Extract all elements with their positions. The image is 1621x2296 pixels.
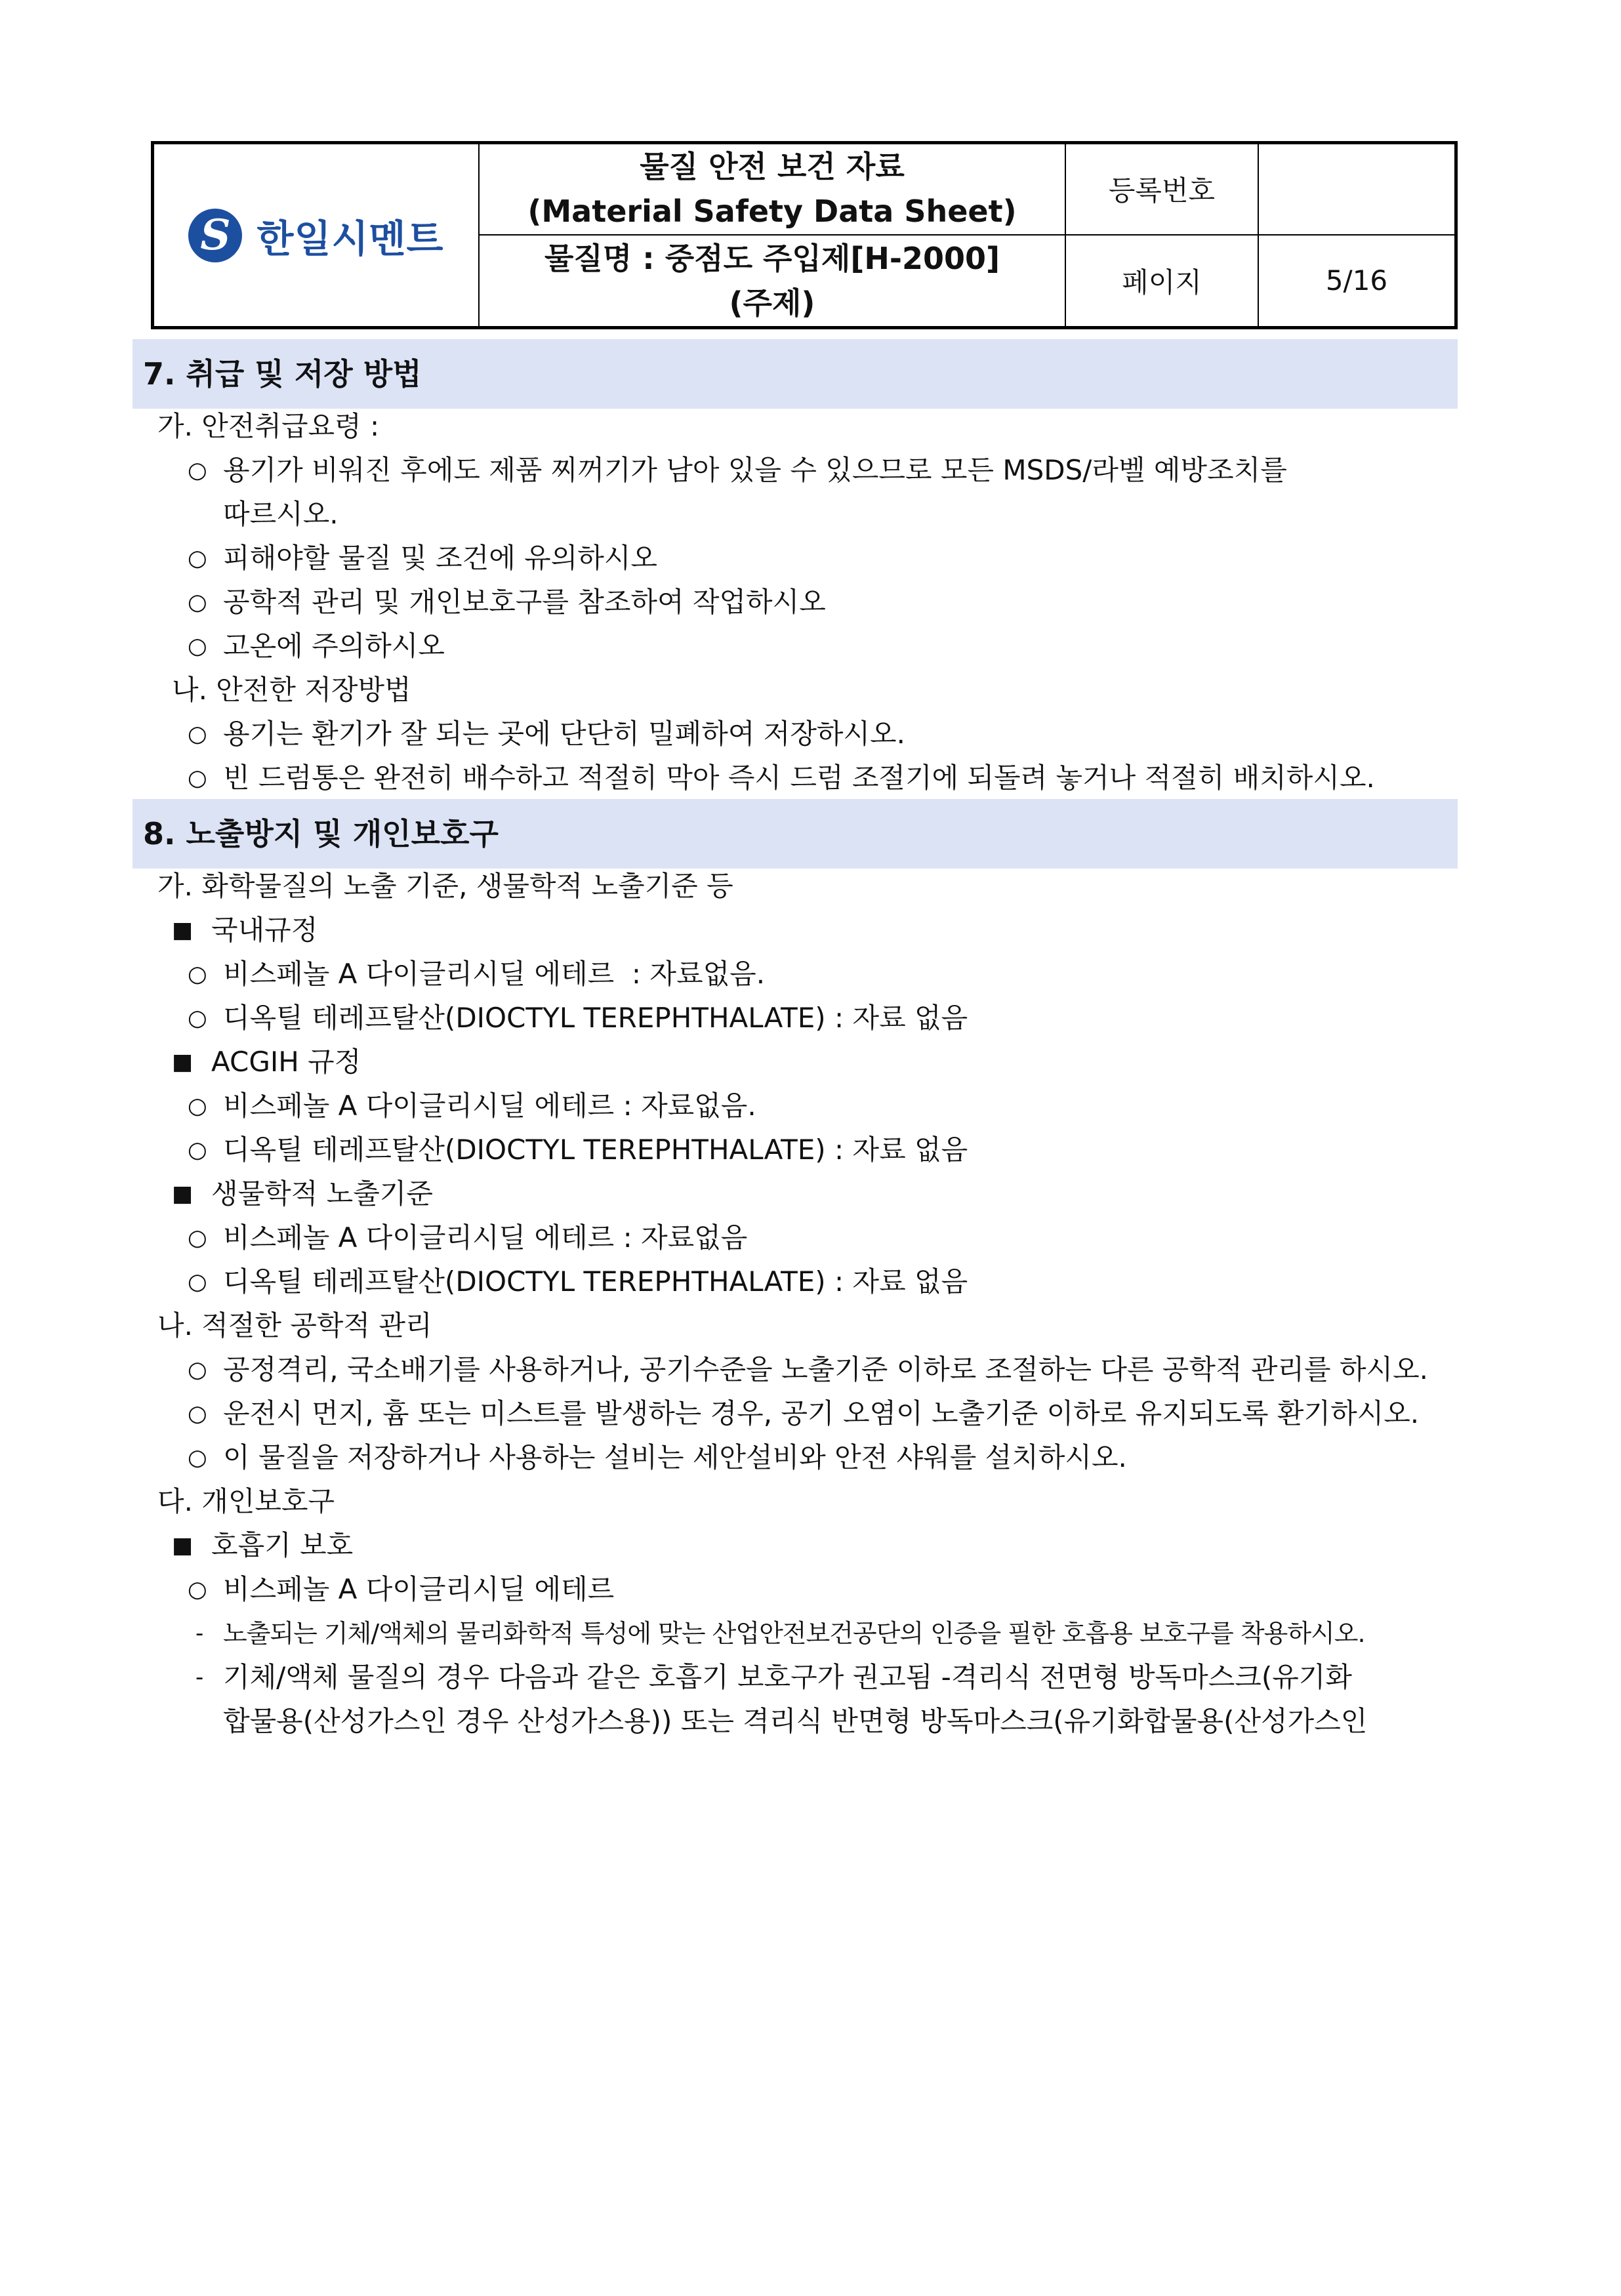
circle-bullet-icon: ○: [188, 545, 207, 571]
list-item: 비스페놀 A 다이글리시딜 에테르 : 자료없음.: [223, 1090, 756, 1122]
group-heading: 생물학적 노출기준: [211, 1178, 433, 1210]
material-name: [480, 236, 1066, 327]
circle-bullet-icon: ○: [188, 1225, 207, 1251]
group-heading: 국내규정: [211, 914, 318, 946]
circle-bullet-icon: ○: [188, 1576, 207, 1603]
list-item: 비스페놀 A 다이글리시딜 에테르 : 자료없음.: [223, 958, 766, 990]
group-heading: ACGIH 규정: [211, 1046, 361, 1078]
circle-bullet-icon: ○: [188, 1269, 207, 1295]
list-item: 디옥틸 테레프탈산(DIOCTYL TEREPHTHALATE) : 자료 없음: [223, 1134, 968, 1166]
group-heading: 호흡기 보호: [211, 1529, 354, 1561]
subheading-exposure-limits: 가. 화학물질의 노출 기준, 생물학적 노출기준 등: [157, 870, 733, 902]
company-name: 한일시멘트: [256, 216, 444, 261]
list-item: 빈 드럼통은 완전히 배수하고 적절히 막아 즉시 드럼 조절기에 되돌려 놓거나 적절히 배치하시오.: [223, 762, 1375, 794]
circle-bullet-icon: ○: [188, 1357, 207, 1383]
circle-bullet-icon: ○: [188, 721, 207, 747]
circle-bullet-icon: ○: [188, 457, 207, 483]
circle-bullet-icon: ○: [188, 633, 207, 659]
list-item: 노출되는 기체/액체의 물리화학적 특성에 맞는 산업안전보건공단의 인증을 필한 호흡용 보호구를 착용하시오.: [223, 1619, 1365, 1648]
square-bullet-icon: ■: [172, 1532, 194, 1559]
list-item: 디옥틸 테레프탈산(DIOCTYL TEREPHTHALATE) : 자료 없음: [223, 1265, 968, 1298]
dash-bullet-icon: -: [195, 1664, 204, 1691]
material-name-line1: 물질명 : 중점도 주입제[H-2000]: [544, 240, 1000, 276]
circle-bullet-icon: ○: [188, 765, 207, 791]
circle-bullet-icon: ○: [188, 1401, 207, 1427]
circle-bullet-icon: ○: [188, 1005, 207, 1031]
list-item: 공학적 관리 및 개인보호구를 참조하여 작업하시오: [223, 586, 826, 618]
page-label: 페이지: [1066, 236, 1259, 327]
list-item: 비스페놀 A 다이글리시딜 에테르 : 자료없음: [223, 1221, 748, 1254]
list-item: 피해야할 물질 및 조건에 유의하시오: [223, 542, 657, 574]
list-item: 이 물질을 저장하거나 사용하는 설비는 세안설비와 안전 샤워를 설치하시오.: [223, 1441, 1127, 1473]
list-item: 고온에 주의하시오: [223, 630, 445, 662]
material-name-line2: (주제): [729, 285, 815, 321]
page-number: 5/16: [1325, 264, 1388, 297]
company-logo-icon: [188, 209, 242, 262]
section-7-heading: 7. 취급 및 저장 방법: [133, 339, 1458, 409]
circle-bullet-icon: ○: [188, 961, 207, 987]
registration-label: 등록번호: [1066, 144, 1259, 236]
subheading-safe-storage: 나. 안전한 저장방법: [172, 674, 411, 706]
list-item: 운전시 먼지, 흄 또는 미스트를 발생하는 경우, 공기 오염이 노출기준 이하로 유지되도록 환기하시오.: [223, 1397, 1420, 1429]
document-header-table: [151, 141, 1458, 329]
list-item-continuation: 따르시오.: [223, 498, 339, 530]
subheading-engineering-controls: 나. 적절한 공학적 관리: [157, 1309, 432, 1342]
list-item: 비스페놀 A 다이글리시딜 에테르: [223, 1573, 615, 1605]
dash-bullet-icon: -: [195, 1620, 204, 1647]
title-korean: 물질 안전 보건 자료: [640, 149, 905, 185]
section-8-heading: 8. 노출방지 및 개인보호구: [133, 799, 1458, 869]
subheading-personal-protection: 다. 개인보호구: [157, 1485, 335, 1517]
registration-value: [1259, 144, 1454, 236]
company-logo: [154, 144, 480, 326]
square-bullet-icon: ■: [172, 1049, 194, 1075]
square-bullet-icon: ■: [172, 917, 194, 943]
circle-bullet-icon: ○: [188, 1137, 207, 1163]
square-bullet-icon: ■: [172, 1181, 194, 1207]
list-item: 디옥틸 테레프탈산(DIOCTYL TEREPHTHALATE) : 자료 없음: [223, 1002, 968, 1034]
list-item: 기체/액체 물질의 경우 다음과 같은 호흡기 보호구가 권고됨 -격리식 전면형 방독마스크(유기화: [223, 1661, 1352, 1693]
list-item-continuation: 합물용(산성가스인 경우 산성가스용)) 또는 격리식 반면형 방독마스크(유기화합물용(산성가스인: [223, 1705, 1368, 1737]
list-item: 공정격리, 국소배기를 사용하거나, 공기수준을 노출기준 이하로 조절하는 다른 공학적 관리를 하시오.: [223, 1353, 1429, 1385]
document-title: [480, 144, 1066, 236]
circle-bullet-icon: ○: [188, 589, 207, 615]
circle-bullet-icon: ○: [188, 1093, 207, 1119]
title-english: (Material Safety Data Sheet): [527, 194, 1017, 230]
subheading-safe-handling: 가. 안전취급요령 :: [157, 410, 380, 442]
list-item: 용기는 환기가 잘 되는 곳에 단단히 밀폐하여 저장하시오.: [223, 718, 905, 750]
circle-bullet-icon: ○: [188, 1445, 207, 1471]
list-item: 용기가 비워진 후에도 제품 찌꺼기가 남아 있을 수 있으므로 모든 MSDS/라벨 예방조치를: [223, 454, 1287, 486]
